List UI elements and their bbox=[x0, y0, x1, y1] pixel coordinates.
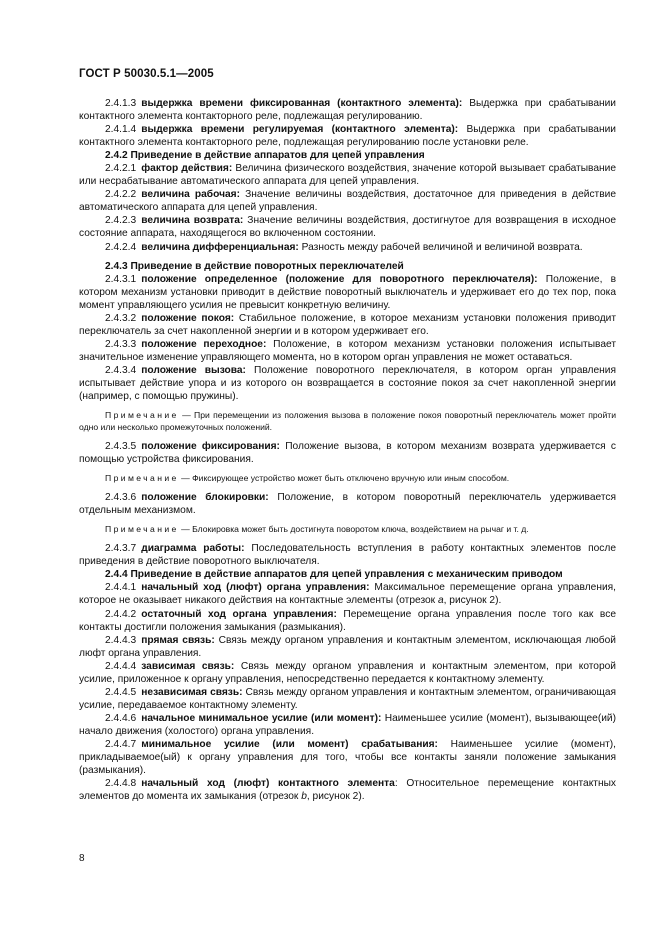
clause bbox=[79, 273, 616, 312]
clause bbox=[79, 738, 616, 777]
definition: Величина физического воздействия, значение которой вызывает срабатывание или несрабатывание автоматического аппарата для цепей управления. bbox=[79, 163, 616, 188]
clause-number: 2.4.3.6 bbox=[105, 492, 137, 504]
term: минимальное усилие (или момент) срабатывания: bbox=[141, 738, 438, 750]
clause-number: 2.4.3.3 bbox=[105, 338, 137, 350]
clause-number: 2.4.4.2 bbox=[105, 608, 137, 620]
term: остаточный ход органа управления: bbox=[141, 608, 337, 620]
definition: Связь между органом управления и контактным элементом, исключающая любой люфт органа управления. bbox=[79, 634, 616, 659]
clause bbox=[79, 608, 616, 634]
clause-number: 2.4.3.4 bbox=[105, 364, 137, 376]
page-number: 8 bbox=[79, 853, 85, 864]
note-label: Примечание bbox=[105, 473, 179, 484]
clause bbox=[79, 188, 616, 214]
term: независимая связь: bbox=[141, 686, 243, 698]
term: начальное минимальное усилие (или момент): bbox=[141, 712, 382, 724]
term: положение вызова: bbox=[141, 364, 246, 376]
section-heading: 2.4.3 Приведение в действие поворотных переключателей bbox=[105, 260, 404, 272]
clause-number: 2.4.3.5 bbox=[105, 441, 137, 453]
term: положение определенное (положение для поворотного переключателя): bbox=[141, 273, 538, 285]
clause-number: 2.4.2.1 bbox=[105, 163, 137, 175]
clause bbox=[79, 338, 616, 364]
definition: Наименьшее усилие (момент), прикладываемое(ый) к органу управления для того, чтобы все контакты заняли положение замыкания (размыкания). bbox=[79, 738, 616, 777]
definition: Стабильное положение, в которое механизм установки положения приводит переключатель за счет накопленной энергии и в котором удерживает его. bbox=[79, 312, 616, 337]
clause bbox=[79, 241, 616, 254]
segment-letter: b bbox=[301, 791, 307, 803]
clause bbox=[79, 660, 616, 686]
clause bbox=[79, 542, 616, 568]
definition: Выдержка при срабатывании контактного элемента контакторного реле, подлежащая регулированию. bbox=[79, 98, 616, 123]
clause bbox=[79, 162, 616, 188]
term: начальный ход (люфт) контактного элемента bbox=[141, 778, 395, 790]
definition: : Относительное перемещение контактных элементов до момента их замыкания (отрезок bbox=[79, 778, 616, 803]
definition: Положение поворотного переключателя, в котором орган управления испытывает действие упора и из которого он возвращается в состояние покоя за счет накопленной энергии (например, с помощью пружины). bbox=[79, 364, 616, 403]
definition: Связь между органом управления и контактным элементом, ограничивающая усилие, передаваемое контактному элементу. bbox=[79, 686, 617, 711]
clause bbox=[79, 214, 616, 240]
term: величина возврата: bbox=[141, 215, 244, 227]
clause: 2.4.4.8 начальный ход (люфт) контактного элемента: Относительное перемещение контактных элементов до момента их замыкания (отрезок b, рисунок 2). bbox=[79, 778, 616, 803]
term: положение покоя: bbox=[141, 312, 235, 324]
clause-number: 2.4.2.2 bbox=[105, 189, 137, 201]
clause bbox=[79, 634, 616, 660]
clause bbox=[79, 364, 616, 403]
term: величина дифференциальная: bbox=[141, 241, 299, 253]
clause-number: 2.4.4.4 bbox=[105, 660, 137, 672]
clause bbox=[79, 123, 616, 149]
definition: Последовательность вступления в работу контактных элементов после приведения в действие поворотного выключателя. bbox=[79, 543, 616, 568]
note: Примечание — При перемещении из положения вызова в положение покоя поворотный переключатель может пройти одно или несколько промежуточных положений. bbox=[79, 410, 616, 433]
definition: Положение вызова, в котором механизм возврата удерживается с помощью устройства фиксирования. bbox=[79, 441, 616, 466]
term: фактор действия: bbox=[141, 163, 233, 175]
clause-number: 2.4.3.7 bbox=[105, 543, 137, 555]
segment-letter: a bbox=[437, 595, 444, 607]
term: начальный ход (люфт) органа управления: bbox=[141, 582, 370, 594]
document-header: ГОСТ Р 50030.5.1—2005 bbox=[79, 68, 214, 80]
definition: Перемещение органа управления после того как все контакты достигли положения замыкания (размыкания). bbox=[79, 608, 616, 633]
clause-number: 2.4.4.3 bbox=[105, 634, 137, 646]
note: Примечание — Фиксирующее устройство может быть отключено вручную или иным способом. bbox=[105, 473, 510, 484]
clause-number: 2.4.2.3 bbox=[105, 215, 137, 227]
clause bbox=[79, 312, 616, 338]
clause-number: 2.4.3.2 bbox=[105, 312, 137, 324]
clause-number: 2.4.4.6 bbox=[105, 712, 137, 724]
definition: Положение, в котором механизм установки приводит в действие поворотный выключатель и удерживает его до тех пор, пока момент управляющего усилия не превысит конкретную величину. bbox=[79, 273, 616, 311]
clause bbox=[79, 491, 616, 517]
document-body bbox=[79, 97, 616, 803]
term: положение блокировки: bbox=[141, 492, 269, 504]
section-heading: 2.4.4 Приведение в действие аппаратов для цепей управления с механическим приводом bbox=[105, 569, 563, 581]
section-heading: 2.4.2 Приведение в действие аппаратов для цепей управления bbox=[105, 150, 425, 162]
note-label: Примечание bbox=[105, 524, 179, 535]
definition: Разность между рабочей величиной и величиной возврата. bbox=[298, 241, 583, 253]
term: величина рабочая: bbox=[141, 189, 240, 201]
term: выдержка времени фиксированная (контактного элемента): bbox=[141, 98, 463, 109]
clause-number: 2.4.2.4 bbox=[105, 241, 137, 253]
clause-number: 2.4.4.5 bbox=[105, 686, 137, 698]
term: зависимая связь: bbox=[141, 660, 235, 672]
clause-number: 2.4.1.4 bbox=[105, 124, 137, 136]
definition: Связь между органом управления и контактным элементом, при которой усилие, приложенное к органу управления, непосредственно передается к контактному элементу. bbox=[79, 660, 616, 685]
definition: Положение, в котором поворотный переключатель удерживается отдельным механизмом. bbox=[79, 492, 616, 517]
clause bbox=[79, 440, 616, 466]
definition: Значение величины воздействия, достаточное для приведения в действие автоматического аппарата для цепей управления. bbox=[79, 189, 616, 214]
term: прямая связь: bbox=[141, 634, 215, 646]
definition: Наименьшее усилие (момент), вызывающее(ий) начало движения (холостого) органа управления. bbox=[79, 712, 616, 737]
clause-number: 2.4.4.8 bbox=[105, 778, 137, 790]
note-label: Примечание bbox=[105, 410, 179, 421]
clause-number: 2.4.1.3 bbox=[105, 98, 137, 109]
definition: Максимальное перемещение органа управления, которое не оказывает никакого действия на контактные элементы (отрезок bbox=[79, 582, 616, 607]
term: выдержка времени регулируемая (контактного элемента): bbox=[141, 124, 459, 136]
definition: Выдержка при срабатывании контактного элемента контакторного реле, подлежащая регулированию после установки реле. bbox=[79, 124, 616, 149]
note: Примечание — Блокировка может быть достигнута поворотом ключа, воздействием на рычаг и т. д. bbox=[105, 524, 529, 535]
definition: Значение величины воздействия, достигнутое для возвращения в исходное состояние аппарата, находящегося во включенном состоянии. bbox=[79, 215, 616, 240]
clause bbox=[79, 686, 616, 712]
definition: Положение, в котором механизм установки положения испытывает значительное изменение управляющего момента, но в котором орган управления не может оставаться. bbox=[79, 338, 616, 363]
clause-number: 2.4.4.1 bbox=[105, 582, 137, 594]
term: положение переходное: bbox=[141, 338, 267, 350]
clause bbox=[79, 712, 616, 738]
term: положение фиксирования: bbox=[141, 441, 280, 453]
clause-number: 2.4.4.7 bbox=[105, 738, 137, 750]
clause bbox=[79, 97, 616, 123]
clause-number: 2.4.3.1 bbox=[105, 273, 137, 285]
term: диаграмма работы: bbox=[141, 543, 245, 555]
clause: 2.4.4.1 начальный ход (люфт) органа управления: Максимальное перемещение органа управления, которое не оказывает никакого действия на контактные элементы (отрезок a, рисунок 2). bbox=[79, 582, 616, 607]
